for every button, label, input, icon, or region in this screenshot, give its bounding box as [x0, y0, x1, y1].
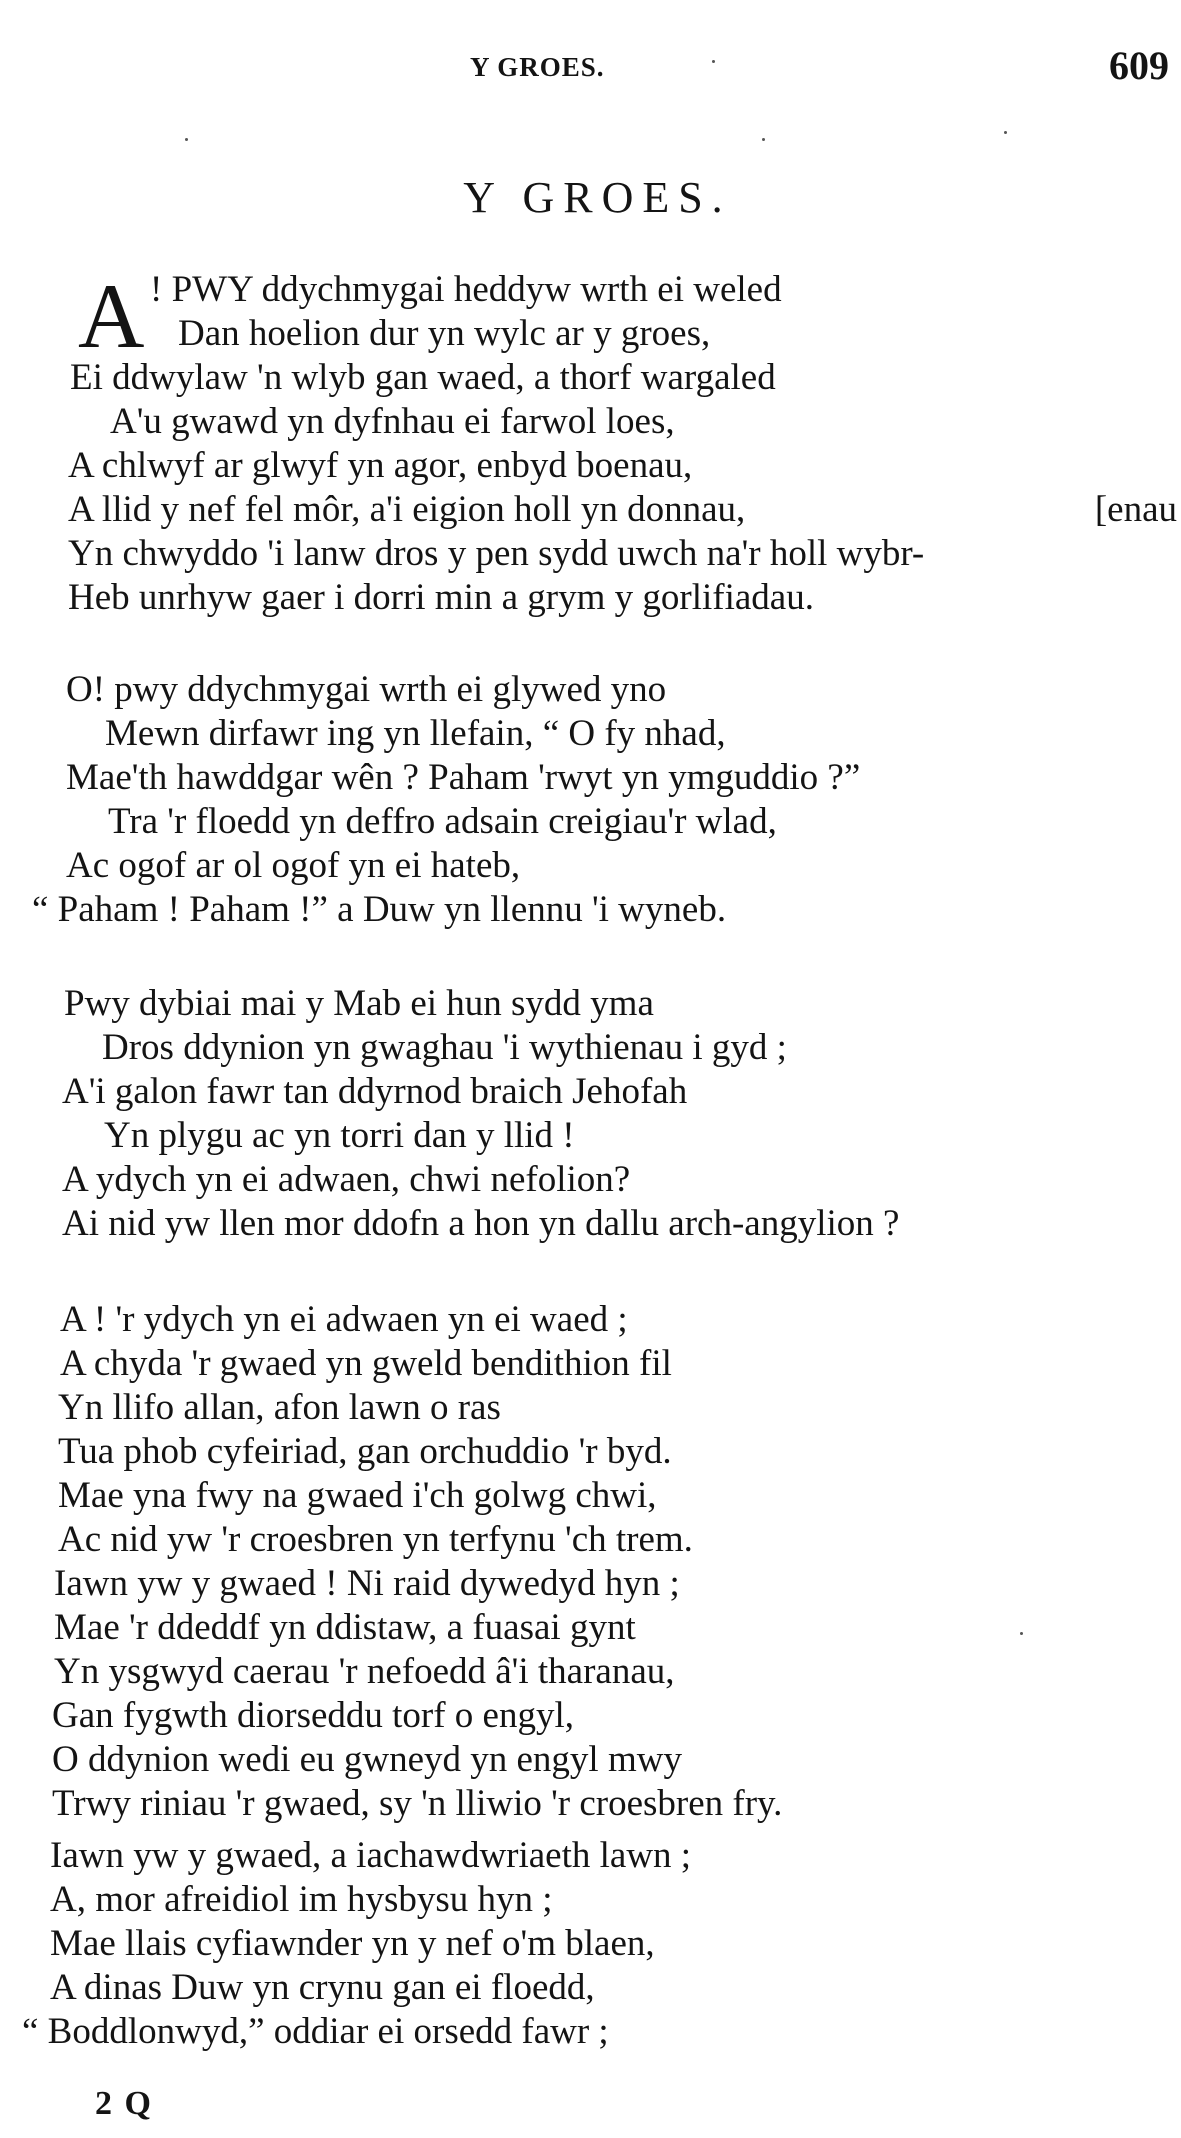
- running-title: Y GROES.: [470, 52, 605, 82]
- poem-line: A chlwyf ar glwyf yn agor, enbyd boenau,: [68, 445, 693, 486]
- poem-line: Ai nid yw llen mor ddofn a hon yn dallu arch-angylion ?: [62, 1203, 900, 1244]
- poem-line: A dinas Duw yn crynu gan ei floedd,: [50, 1967, 595, 2008]
- poem-line: Mae 'r ddeddf yn ddistaw, a fuasai gynt: [54, 1607, 636, 1648]
- poem-line: A'i galon fawr tan ddyrnod braich Jehofah: [62, 1071, 688, 1112]
- poem-line: Dan hoelion dur yn wylc ar y groes,: [178, 313, 711, 354]
- poem-line: A ! 'r ydych yn ei adwaen yn ei waed ;: [60, 1299, 628, 1340]
- poem-line: Ei ddwylaw 'n wlyb gan waed, a thorf wargaled: [70, 357, 776, 398]
- poem-line: Mae llais cyfiawnder yn y nef o'm blaen,: [50, 1923, 655, 1964]
- poem-line: Yn chwyddo 'i lanw dros y pen sydd uwch na'r holl wybr-: [68, 533, 925, 574]
- stanza-1: [0, 265, 1181, 620]
- poem-line: Yn plygu ac yn torri dan y llid !: [104, 1115, 575, 1156]
- running-head: [0, 40, 1181, 100]
- stanza-2: [0, 668, 1181, 932]
- poem-line: Pwy dybiai mai y Mab ei hun sydd yma: [64, 983, 654, 1024]
- poem-line: Iawn yw y gwaed, a iachawdwriaeth lawn ;: [50, 1835, 692, 1876]
- poem-line: Yn llifo allan, afon lawn o ras: [58, 1387, 501, 1428]
- poem-line: O! pwy ddychmygai wrth ei glywed yno: [66, 669, 667, 710]
- poem-line: [0, 488, 1181, 532]
- stanza-4: [0, 1298, 1181, 1826]
- poem-line: O ddynion wedi eu gwneyd yn engyl mwy: [52, 1739, 682, 1780]
- poem-line: Ac ogof ar ol ogof yn ei hateb,: [66, 845, 521, 886]
- poem-line: A, mor afreidiol im hysbysu hyn ;: [50, 1879, 553, 1920]
- poem-line: Yn ysgwyd caerau 'r nefoedd â'i tharanau,: [54, 1651, 675, 1692]
- poem-line-text: A llid y nef fel môr, a'i eigion holl yn donnau,: [68, 489, 746, 530]
- poem-line: Mae yna fwy na gwaed i'ch golwg chwi,: [58, 1475, 657, 1516]
- print-speck: [762, 138, 765, 141]
- poem-line: A chyda 'r gwaed yn gweld bendithion fil: [60, 1343, 672, 1384]
- poem-line: A'u gwawd yn dyfnhau ei farwol loes,: [110, 401, 675, 442]
- poem-line: “ Boddlonwyd,” oddiar ei orsedd fawr ;: [22, 2011, 609, 2052]
- poem-line: Ac nid yw 'r croesbren yn terfynu 'ch trem.: [58, 1519, 693, 1560]
- print-speck: [185, 138, 188, 141]
- line-continuation: [enau: [1094, 489, 1177, 530]
- poem-line: Iawn yw y gwaed ! Ni raid dywedyd hyn ;: [54, 1563, 680, 1604]
- print-speck: [712, 60, 715, 63]
- print-speck: [1004, 131, 1007, 134]
- poem-line: Gan fygwth diorseddu torf o engyl,: [52, 1695, 575, 1736]
- signature-mark: 2 Q: [95, 2085, 153, 2122]
- stanza-5: [0, 1834, 1181, 2054]
- poem-line: Trwy riniau 'r gwaed, sy 'n lliwio 'r croesbren fry.: [52, 1783, 783, 1824]
- drop-cap: A: [78, 265, 145, 367]
- poem-line: Tua phob cyfeiriad, gan orchuddio 'r byd.: [58, 1431, 672, 1472]
- poem-line: A ydych yn ei adwaen, chwi nefolion?: [62, 1159, 631, 1200]
- poem-line: Tra 'r floedd yn deffro adsain creigiau'r wlad,: [108, 801, 777, 842]
- poem-line: “ Paham ! Paham !” a Duw yn llennu 'i wyneb.: [32, 889, 727, 930]
- stanza-3: [0, 982, 1181, 1246]
- poem-line: Mewn dirfawr ing yn llefain, “ O fy nhad,: [105, 713, 726, 754]
- poem-line: Heb unrhyw gaer i dorri min a grym y gorlifiadau.: [68, 577, 814, 618]
- poem-line: ! PWY ddychmygai heddyw wrth ei weled: [150, 269, 782, 310]
- page-number: 609: [1109, 43, 1169, 88]
- poem-line: Mae'th hawddgar wên ? Paham 'rwyt yn ymguddio ?”: [66, 757, 861, 798]
- poem-line: Dros ddynion yn gwaghau 'i wythienau i gyd ;: [102, 1027, 787, 1068]
- poem-title: Y GROES.: [463, 173, 732, 222]
